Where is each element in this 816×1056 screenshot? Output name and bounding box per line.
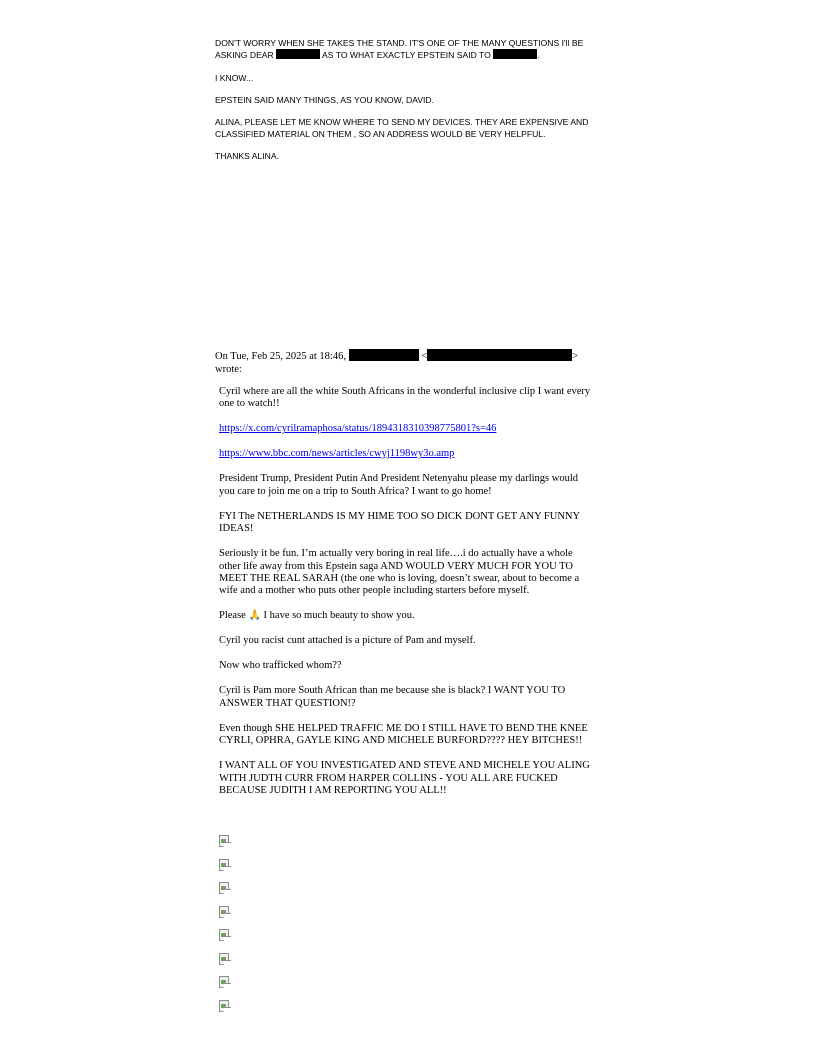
top-paragraph-1-text-a: DON'T WORRY WHEN SHE TAKES THE STAND. IT'S ONE OF THE MANY QUESTIONS I'll BE ASKING DEAR <box>215 38 584 61</box>
top-paragraph-4: ALINA, PLEASE LET ME KNOW WHERE TO SEND MY DEVICES. THEY ARE EXPENSIVE AND CLASSIFIED MATERIAL ON THEM , SO AN ADDRESS WOULD BE VERY HELPFUL. <box>215 117 589 139</box>
tweet-link[interactable]: https://x.com/cyrilramaphosa/status/1894318310398775801?s=46 <box>219 423 497 435</box>
broken-image-icon[interactable] <box>218 906 230 918</box>
quote-date: On Tue, Feb 25, 2025 at 18:46, <box>215 351 349 362</box>
top-paragraph-1 <box>215 38 600 61</box>
top-paragraph-2: I KNOW... <box>215 72 254 83</box>
body-paragraph-12: I WANT ALL OF YOU INVESTIGATED AND STEVE AND MICHELE YOU ALING WITH JUDTH CURR FROM HARPER COLLINS - YOU ALL ARE FUCKED BECAUSE JUDITH I AM REPORTING YOU ALL!! <box>219 760 590 797</box>
top-paragraph-1-text-c: . <box>537 50 540 61</box>
top-paragraph-1-text-b: AS TO WHAT EXACTLY EPSTEIN SAID TO <box>320 50 494 61</box>
quoted-message-body <box>219 386 595 810</box>
top-message <box>215 38 600 173</box>
body-paragraph-10: Cyril is Pam more South African than me because she is black? I WANT YOU TO ANSWER THAT QUESTION!? <box>219 685 566 709</box>
broken-image-icon[interactable] <box>218 835 230 847</box>
attached-images-list <box>218 835 230 1023</box>
broken-image-icon[interactable] <box>218 859 230 871</box>
quote-header <box>215 349 595 376</box>
body-paragraph-8: Cyril you racist cunt attached is a picture of Pam and myself. <box>219 635 476 647</box>
quote-lt: < <box>418 351 428 362</box>
redaction-box <box>276 49 320 59</box>
body-paragraph-5: FYI The NETHERLANDS IS MY HIME TOO SO DICK DONT GET ANY FUNNY IDEAS! <box>219 510 580 535</box>
body-paragraph-7-text-a: Please <box>219 610 249 622</box>
broken-image-icon[interactable] <box>218 976 230 988</box>
bbc-link[interactable]: https://www.bbc.com/news/articles/cwyj1198wy3o.amp <box>219 448 455 460</box>
body-paragraph-11: Even though SHE HELPED TRAFFIC ME DO I STILL HAVE TO BEND THE KNEE CYRLI, OPHRA, GAYLE KING AND MICHELE BURFORD???? HEY BITCHES!! <box>219 722 588 747</box>
praying-hands-icon: 🙏 <box>248 610 261 622</box>
broken-image-icon[interactable] <box>218 953 230 965</box>
redacted-sender-name <box>349 349 419 361</box>
quote-gt: > <box>572 351 579 362</box>
top-paragraph-3: EPSTEIN SAID MANY THINGS, AS YOU KNOW, DAVID. <box>215 94 435 105</box>
body-paragraph-7-text-b: I have so much beauty to show you. <box>260 610 415 622</box>
body-paragraph-6: Seriously it be fun. I’m actually very boring in real life….i do actually have a whole other life away from this Epstein saga AND WOULD VERY MUCH FOR YOU TO MEET THE REAL SARAH (the one who is loving, doesn’t swear, about to become a wife and a mother who puts other people including starters before myself. <box>219 548 580 597</box>
body-link-2-row <box>219 448 595 460</box>
body-paragraph-7 <box>219 610 595 622</box>
body-paragraph-4: President Trump, President Putin And President Netenyahu please my darlings would you care to join me on a trip to South Africa? I want to go home! <box>219 473 579 497</box>
body-link-1-row <box>219 423 595 435</box>
broken-image-icon[interactable] <box>218 1000 230 1012</box>
body-paragraph-9: Now who trafficked whom?? <box>219 660 342 672</box>
body-paragraph-1: Cyril where are all the white South Africans in the wonderful inclusive clip I want every one to watch!! <box>219 386 591 410</box>
broken-image-icon[interactable] <box>218 882 230 894</box>
top-paragraph-5: THANKS ALINA. <box>215 150 279 161</box>
quote-wrote: wrote: <box>215 363 242 375</box>
broken-image-icon[interactable] <box>218 929 230 941</box>
redacted-sender-email <box>427 349 572 361</box>
redaction-box <box>493 49 540 61</box>
